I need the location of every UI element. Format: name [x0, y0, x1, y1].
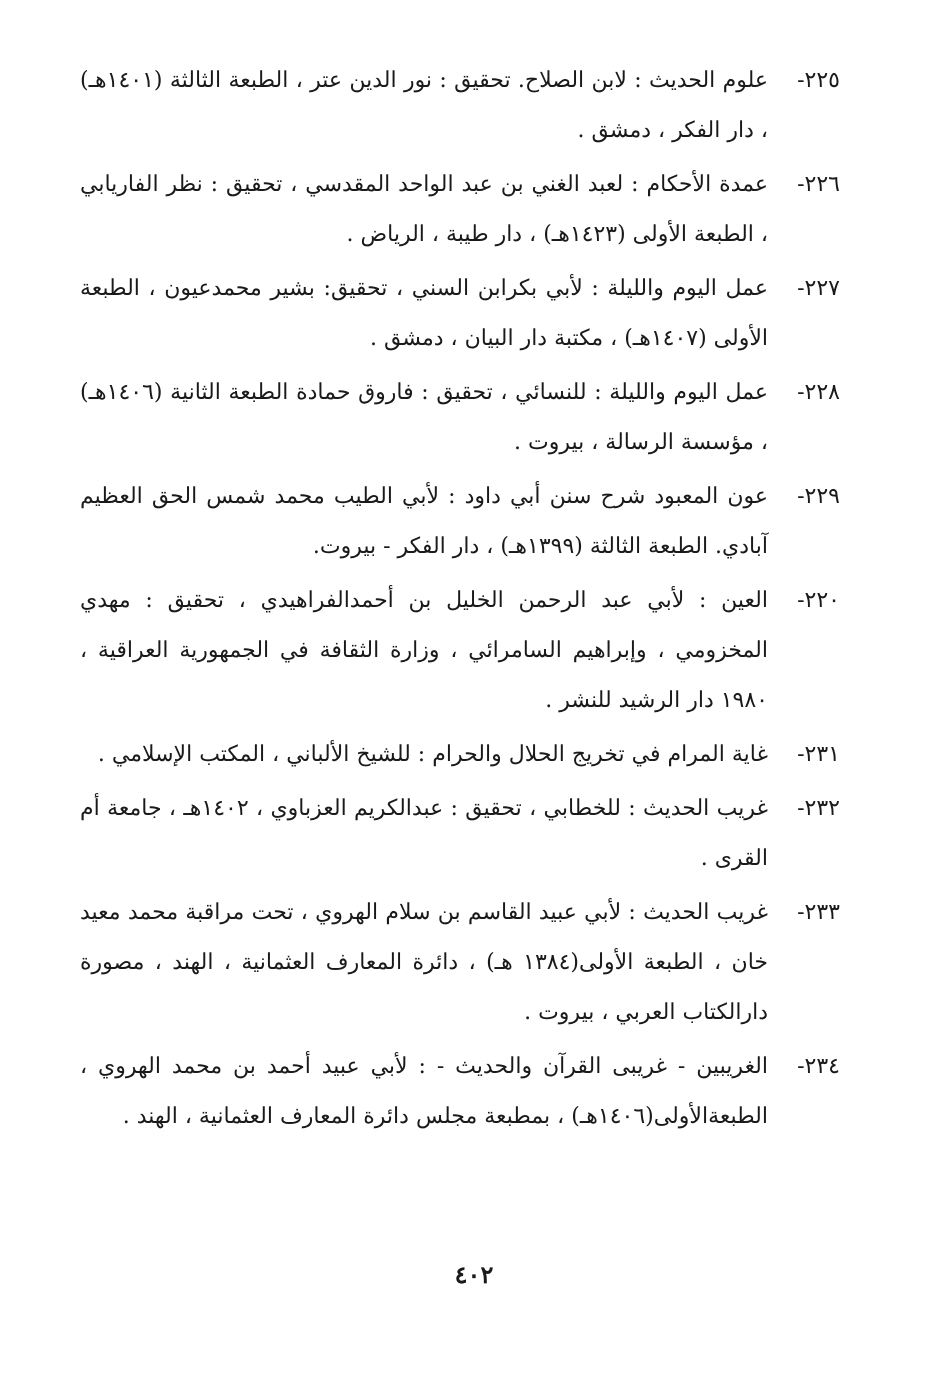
- page-number: ٤٠٢: [454, 1260, 494, 1289]
- bibliography-entry: [80, 56, 840, 156]
- entry-number: ٢٢٦-: [797, 172, 840, 197]
- bibliography-entry: [80, 368, 840, 468]
- entry-number: ٢٢٧-: [797, 276, 840, 301]
- entry-text: عمل اليوم والليلة : للنسائي ، تحقيق : فاروق حمادة الطبعة الثانية (١٤٠٦هـ) ، مؤسسة الرسالة ، بيروت .: [80, 380, 768, 455]
- entry-number: ٢٣٣-: [797, 900, 840, 925]
- bibliography-entry: [80, 576, 840, 726]
- entry-text: الغريبين - غريبى القرآن والحديث - : لأبي عبيد أحمد بن محمد الهروي ، الطبعةالأولى(١٤٠٦هـ) ، بمطبعة مجلس دائرة المعارف العثمانية ، الهند .: [80, 1054, 768, 1129]
- bibliography-entry: [80, 730, 840, 780]
- bibliography-entry: [80, 472, 840, 572]
- bibliography-entry: [80, 1042, 840, 1142]
- entry-number: ٢٢٥-: [797, 68, 840, 93]
- entry-text: غريب الحديث : لأبي عبيد القاسم بن سلام الهروي ، تحت مراقبة محمد معيد خان ، الطبعة الأولى(١٣٨٤ هـ) ، دائرة المعارف العثمانية ، الهند ، مصورة دارالكتاب العربي ، بيروت .: [80, 900, 768, 1025]
- entry-number: ٢٢٨-: [797, 380, 840, 405]
- entry-text: عمدة الأحكام : لعبد الغني بن عبد الواحد المقدسي ، تحقيق : نظر الفاريابي ، الطبعة الأولى (١٤٢٣هـ) ، دار طيبة ، الرياض .: [80, 172, 768, 247]
- entry-number: ٢٣٤-: [797, 1054, 840, 1079]
- entry-text: غاية المرام في تخريج الحلال والحرام : للشيخ الألباني ، المكتب الإسلامي .: [97, 742, 768, 767]
- entry-text: عمل اليوم والليلة : لأبي بكرابن السني ، تحقيق: بشير محمدعيون ، الطبعة الأولى (١٤٠٧هـ) ، مكتبة دار البيان ، دمشق .: [80, 276, 768, 351]
- entry-text: علوم الحديث : لابن الصلاح. تحقيق : نور الدين عتر ، الطبعة الثالثة (١٤٠١هـ) ، دار الفكر ، دمشق .: [80, 68, 768, 143]
- entry-text: العين : لأبي عبد الرحمن الخليل بن أحمدالفراهيدي ، تحقيق : مهدي المخزومي ، وإبراهيم السامرائي ، وزارة الثقافة في الجمهورية العراقية ، ١٩٨٠ دار الرشيد للنشر .: [80, 588, 768, 713]
- entry-number: ٢٣٢-: [797, 796, 840, 821]
- bibliography-entry: [80, 888, 840, 1038]
- entry-number: ٢٣١-: [797, 742, 840, 767]
- entry-number: ٢٢٩-: [797, 484, 840, 509]
- bibliography-entry: [80, 264, 840, 364]
- entry-text: عون المعبود شرح سنن أبي داود : لأبي الطيب محمد شمس الحق العظيم آبادي. الطبعة الثالثة (١٣٩٩هـ) ، دار الفكر - بيروت.: [80, 484, 768, 559]
- bibliography-list: [80, 56, 840, 1146]
- entry-number: ٢٢٠-: [797, 588, 840, 613]
- entry-text: غريب الحديث : للخطابي ، تحقيق : عبدالكريم العزباوي ، ١٤٠٢هـ ، جامعة أم القرى .: [80, 796, 769, 871]
- bibliography-entry: [80, 784, 840, 884]
- bibliography-entry: [80, 160, 840, 260]
